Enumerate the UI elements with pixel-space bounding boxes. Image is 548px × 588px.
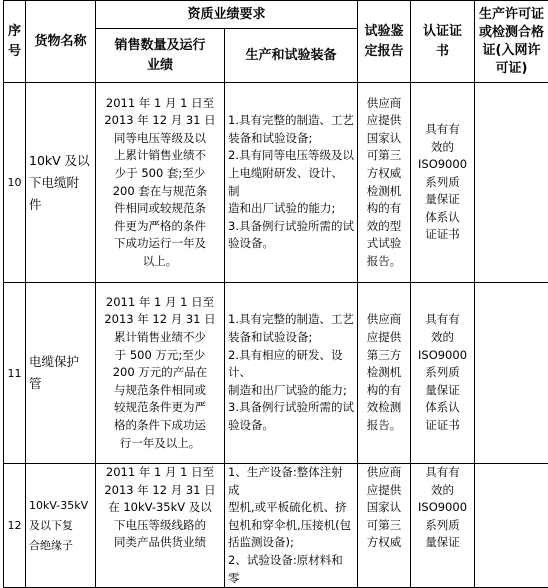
header-test-report: 试验鉴 定报告 — [358, 1, 411, 83]
row-equipment: 1、生产设备:整体注射成 型机,或平板硫化机、挤 包机和穿伞机,压接机(包 括监测设备); 2、试验设备:原材料和零 — [225, 464, 358, 588]
qualification-table — [3, 0, 548, 588]
row-goods-name: 10kV 及以 下电缆附 件 — [26, 83, 96, 283]
row-goods-name: 电缆保护 管 — [26, 283, 96, 464]
header-seq: 序 号 — [4, 1, 26, 83]
table-row — [4, 83, 548, 283]
row-equipment: 1.具有完整的制造、工艺 装备和试验设备; 2.具有相应的研发、设计、 制造和出厂试验的能力; 3.具备例行试验所需的试 验设备。 — [225, 283, 358, 464]
row-test-report: 供应商 应提供 国家认 可第三 方权威 检测机 构的有 效的型 式试验 报告。 — [358, 83, 411, 283]
row-goods-name: 10kV-35kV 及以下复 合绝缘子 — [26, 464, 96, 588]
row-certificate: 具有有 效的 ISO9000 系列质 量保证 — [411, 464, 475, 588]
header-qualification-group: 资质业绩要求 — [96, 1, 358, 29]
header-certificate: 认证证 书 — [411, 1, 475, 83]
row-sales-performance: 2011 年 1 月 1 日至 2013 年 12 月 31 日 同等电压等级及以 上累计销售业绩不 少于 500 套;至少 200 套在与规范条 件相同或较规范条 件更为严格的条件 下成功运行一年及 以上。 — [96, 83, 225, 283]
row-test-report: 供应商 应提供 国家认 可第三 方权威 — [358, 464, 411, 588]
table-row — [4, 283, 548, 464]
row-sales-performance: 2011 年 1 月 1 日至 2013 年 12 月 31 日 在 10kV-35kV 及以 下电压等级线路的 同类产品供货业绩 — [96, 464, 225, 588]
row-production-license — [475, 83, 548, 283]
row-seq: 10 — [4, 83, 26, 283]
table-row — [4, 464, 548, 588]
row-production-license — [475, 283, 548, 464]
row-seq: 11 — [4, 283, 26, 464]
header-equipment: 生产和试验装备 — [225, 29, 358, 83]
row-test-report: 供应商 应提供 第三方 检测机 构的有 效检测 报告。 — [358, 283, 411, 464]
row-equipment: 1.具有完整的制造、工艺 装备和试验设备; 2.具有同等电压等级及以 上电缆附研发、设计、制 造和出厂试验的能力; 3.具备例行试验所需的试 验设备。 — [225, 83, 358, 283]
row-production-license — [475, 464, 548, 588]
row-certificate: 具有有 效的 ISO9000 系列质 量保证 体系认 证证书 — [411, 83, 475, 283]
row-sales-performance: 2011 年 1 月 1 日至 2013 年 12 月 31 日 累计销售业绩不少 于 500 万元;至少 200 万元的产品在 与规范条件相同或 较规范条件更为严 格的条件下成功运 行一年及以上。 — [96, 283, 225, 464]
row-seq: 12 — [4, 464, 26, 588]
header-sales-performance: 销售数量及运行 业绩 — [96, 29, 225, 83]
header-production-license: 生产许可证 或检测合格 证(入网许 可证) — [475, 1, 548, 83]
header-goods-name: 货物名称 — [26, 1, 96, 83]
row-certificate: 具有有 效的 ISO9000 系列质 量保证 体系认 证证书 — [411, 283, 475, 464]
